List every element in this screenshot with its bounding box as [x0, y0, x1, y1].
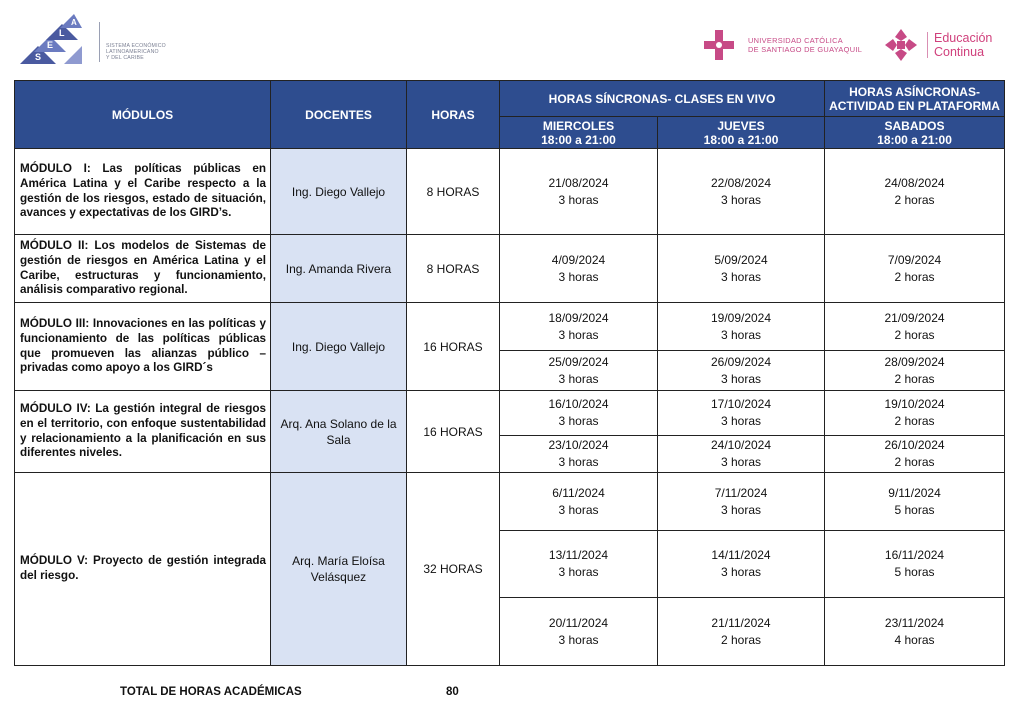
- header-wed-label: MIERCOLES: [542, 118, 615, 133]
- session-hours: 3 horas: [558, 371, 599, 386]
- education-continua: Educación Continua: [934, 31, 993, 59]
- schedule-table: [14, 80, 1005, 666]
- session-sat: [825, 351, 1005, 391]
- header-hours: HORAS: [407, 81, 500, 149]
- module-hours: 8 HORAS: [407, 235, 500, 303]
- session-date: 6/11/2024: [552, 485, 605, 500]
- session-hours: 3 horas: [720, 371, 762, 386]
- session-hours: 3 horas: [558, 192, 599, 207]
- session-date: 25/09/2024: [548, 354, 609, 369]
- session-date: 26/09/2024: [710, 354, 772, 369]
- session-date: 20/11/2024: [548, 615, 609, 630]
- header-teachers: DOCENTES: [271, 81, 407, 149]
- total-hours-value: 80: [446, 686, 459, 698]
- session-hours: 5 horas: [894, 565, 935, 579]
- header-wed: [500, 117, 658, 149]
- header-sat-label: SABADOS: [884, 118, 945, 133]
- session-date: 23/10/2024: [548, 438, 609, 452]
- sela-logo-icon: [20, 12, 82, 64]
- module-teacher: Arq. Ana Solano de la Sala: [271, 391, 407, 473]
- session-thu: [658, 436, 825, 473]
- module-title: MÓDULO V: Proyecto de gestión integrada del riesgo.: [15, 473, 271, 666]
- session-thu: [658, 531, 825, 598]
- header-async: HORAS ASÍNCRONAS- ACTIVIDAD EN PLATAFORMA: [825, 81, 1005, 117]
- session-sat: [825, 303, 1005, 351]
- session-wed: [500, 391, 658, 436]
- session-hours: 3 horas: [720, 455, 762, 469]
- session-hours: 3 horas: [558, 565, 599, 579]
- session-hours: 3 horas: [558, 269, 599, 284]
- module-title: MÓDULO I: Las políticas públicas en América Latina y el Caribe respecto a la gestión de los riesgos, estado de situación, avances y expectativas de los GIRD’s.: [15, 149, 271, 235]
- session-date: 4/09/2024: [551, 252, 606, 267]
- header-thu-label: JUEVES: [717, 118, 765, 133]
- session-date: 24/10/2024: [710, 438, 772, 452]
- sela-letter-a: A: [71, 18, 77, 27]
- session-sat: [825, 149, 1005, 235]
- session-sat: [825, 391, 1005, 436]
- session-sat: [825, 598, 1005, 666]
- sela-letter-e: E: [47, 40, 54, 50]
- header-thu: [658, 117, 825, 149]
- ucsg-cross-icon: [704, 30, 734, 60]
- module-teacher: Ing. Diego Vallejo: [271, 303, 407, 391]
- session-date: 13/11/2024: [548, 548, 609, 562]
- session-thu: [658, 391, 825, 436]
- session-wed: [500, 303, 658, 351]
- education-divider: [927, 32, 928, 58]
- session-date: 17/10/2024: [710, 397, 772, 411]
- module-title: MÓDULO III: Innovaciones en las políticas y funcionamiento de las políticas públicas que promueven las alianzas público – privadas como apoyo a los GIRD´s: [15, 303, 271, 391]
- session-date: 19/09/2024: [710, 310, 772, 325]
- session-hours: 3 horas: [720, 327, 762, 342]
- session-hours: 2 horas: [894, 327, 935, 342]
- session-hours: 3 horas: [720, 192, 762, 207]
- session-wed: [500, 473, 658, 531]
- session-date: 21/09/2024: [884, 310, 945, 325]
- session-hours: 3 horas: [558, 632, 599, 647]
- session-hours: 2 horas: [894, 192, 935, 207]
- session-sat: [825, 436, 1005, 473]
- table-row: [15, 473, 1005, 531]
- session-thu: [658, 235, 825, 303]
- session-hours: 2 horas: [894, 455, 935, 469]
- session-hours: 3 horas: [558, 327, 599, 342]
- session-hours: 3 horas: [720, 502, 762, 517]
- session-sat: [825, 531, 1005, 598]
- session-hours: 3 horas: [720, 269, 762, 284]
- table-row: [15, 235, 1005, 303]
- session-hours: 5 horas: [894, 502, 935, 517]
- session-date: 23/11/2024: [884, 615, 945, 630]
- session-thu: [658, 351, 825, 391]
- session-sat: [825, 235, 1005, 303]
- module-hours: 8 HORAS: [407, 149, 500, 235]
- session-date: 16/10/2024: [548, 397, 609, 411]
- session-date: 14/11/2024: [711, 548, 771, 562]
- session-hours: 2 horas: [894, 414, 935, 428]
- session-date: 22/08/2024: [710, 175, 772, 190]
- session-wed: [500, 235, 658, 303]
- session-hours: 3 horas: [558, 414, 599, 428]
- session-hours: 2 horas: [720, 632, 762, 647]
- module-hours: 32 HORAS: [407, 473, 500, 666]
- session-thu: [658, 473, 825, 531]
- session-hours: 3 horas: [558, 502, 599, 517]
- session-date: 26/10/2024: [884, 438, 945, 452]
- session-hours: 2 horas: [894, 371, 935, 386]
- module-teacher: Ing. Amanda Rivera: [271, 235, 407, 303]
- header-sat-time: 18:00 a 21:00: [877, 132, 952, 147]
- session-hours: 3 horas: [720, 565, 762, 579]
- session-date: 19/10/2024: [884, 397, 945, 411]
- module-teacher: Arq. María Eloísa Velásquez: [271, 473, 407, 666]
- session-date: 7/11/2024: [714, 485, 768, 500]
- sela-name: SISTEMA ECONÓMICO LATINOAMERICANO Y DEL CARIBE: [106, 43, 166, 61]
- header-sat: [825, 117, 1005, 149]
- session-date: 7/09/2024: [887, 252, 942, 267]
- university-name: UNIVERSIDAD CATÓLICA DE SANTIAGO DE GUAYAQUIL: [748, 36, 863, 54]
- module-title: MÓDULO II: Los modelos de Sistemas de gestión de riesgos en América Latina y el Caribe, estructuras y funcionamiento, análisis comparativo regional.: [15, 235, 271, 303]
- session-date: 5/09/2024: [714, 252, 768, 267]
- session-hours: 2 horas: [894, 269, 935, 284]
- session-date: 28/09/2024: [884, 354, 945, 369]
- session-sat: [825, 473, 1005, 531]
- session-thu: [658, 303, 825, 351]
- header-modules: MÓDULOS: [15, 81, 271, 149]
- sela-logo: [20, 12, 200, 64]
- session-hours: 3 horas: [558, 455, 599, 469]
- module-teacher: Ing. Diego Vallejo: [271, 149, 407, 235]
- header-wed-time: 18:00 a 21:00: [541, 132, 616, 147]
- header-thu-time: 18:00 a 21:00: [703, 132, 779, 147]
- session-date: 24/08/2024: [884, 175, 945, 190]
- session-thu: [658, 598, 825, 666]
- session-date: 21/11/2024: [711, 615, 771, 630]
- module-hours: 16 HORAS: [407, 391, 500, 473]
- ucsg-logo: [704, 26, 1014, 66]
- sela-letter-l: L: [59, 28, 65, 38]
- module-title: MÓDULO IV: La gestión integral de riesgos en el territorio, con enfoque sustentabilidad y relacionamiento a la planificación en sus diferentes niveles.: [15, 391, 271, 473]
- sela-letter-s: S: [35, 52, 42, 62]
- session-wed: [500, 149, 658, 235]
- session-thu: [658, 149, 825, 235]
- session-date: 16/11/2024: [884, 548, 945, 562]
- session-date: 21/08/2024: [548, 175, 609, 190]
- table-row: [15, 303, 1005, 351]
- session-wed: [500, 351, 658, 391]
- logo-divider: [99, 22, 100, 62]
- session-wed: [500, 598, 658, 666]
- table-row: [15, 149, 1005, 235]
- session-wed: [500, 531, 658, 598]
- table-row: [15, 391, 1005, 436]
- session-hours: 3 horas: [720, 414, 762, 428]
- education-cross-icon: [885, 29, 917, 61]
- session-date: 18/09/2024: [548, 310, 609, 325]
- module-hours: 16 HORAS: [407, 303, 500, 391]
- session-date: 9/11/2024: [888, 485, 941, 500]
- total-hours-label: TOTAL DE HORAS ACADÉMICAS: [120, 686, 302, 698]
- session-hours: 4 horas: [894, 632, 935, 647]
- header-sync: HORAS SÍNCRONAS- CLASES EN VIVO: [500, 81, 825, 117]
- session-wed: [500, 436, 658, 473]
